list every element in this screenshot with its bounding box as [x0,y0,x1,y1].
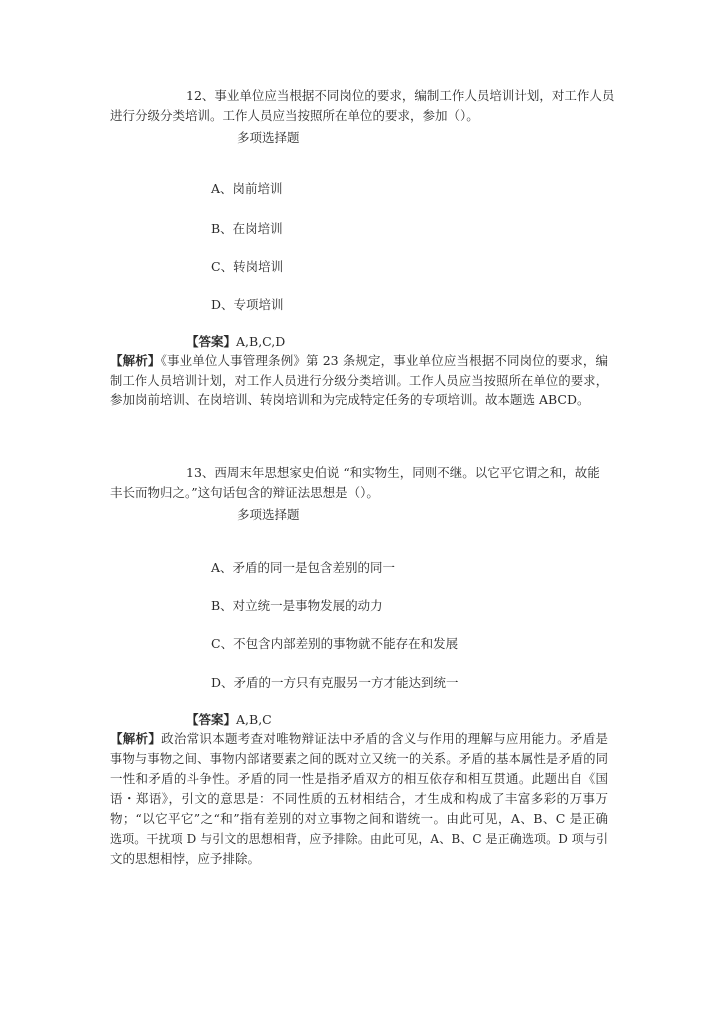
question-stem-line: 12、事业单位应当根据不同岗位的要求，编制工作人员培训计划，对工作人员 [186,88,615,103]
analysis-line: 一性和矛盾的斗争性。矛盾的同一性是指矛盾双方的相互依存和相互贯通。此题出自《国 [110,771,608,786]
option-b: B、对立统一是事物发展的动力 [211,598,383,613]
question-type: 多项选择题 [237,130,300,145]
answer-line [186,712,272,728]
analysis-line: 【解析】政治常识本题考查对唯物辩证法中矛盾的含义与作用的理解与应用能力。矛盾是 [110,731,608,746]
analysis-line: 物；“以它平它”之“和”指有差别的对立事物之间和谐统一。由此可见，A、B、C 是正确 [110,811,608,826]
answer-line [186,334,285,350]
option-c: C、转岗培训 [211,259,284,274]
option-c: C、不包含内部差别的事物就不能存在和发展 [211,636,459,651]
analysis-line: 文的思想相悖，应予排除。 [110,851,261,866]
option-a: A、岗前培训 [211,181,283,196]
analysis-line: 制工作人员培训计划，对工作人员进行分级分类培训。工作人员应当按照所在单位的要求， [110,374,608,388]
option-d: D、专项培训 [211,297,284,312]
analysis-line: 【解析】《事业单位人事管理条例》第 23 条规定，事业单位应当根据不同岗位的要求，编 [110,353,608,368]
analysis-label: 【解析】 [110,731,162,746]
analysis-line: 参加岗前培训、在岗培训、转岗培训和为完成特定任务的专项培训。故本题选 ABCD。 [110,392,590,407]
option-d: D、矛盾的一方只有克服另一方才能达到统一 [211,675,459,690]
option-a: A、矛盾的同一是包含差别的同一 [211,560,396,575]
analysis-line: 语・郑语》，引文的意思是：不同性质的五材相结合，才生成和构成了丰富多彩的万事万 [110,791,608,806]
option-b: B、在岗培训 [211,221,283,236]
answer-label: 【答案】 [186,712,237,727]
answer-value: A,B,C [236,712,272,727]
analysis-line: 选项。干扰项 D 与引文的思想相背，应予排除。由此可见，A、B、C 是正确选项。D 项与引 [110,832,608,846]
question-stem-line: 进行分级分类培训。工作人员应当按照所在单位的要求，参加（）。 [110,108,479,123]
analysis-label: 【解析】 [110,353,161,368]
analysis-line: 事物与事物之间、事物内部诸要素之间的既对立又统一的关系。矛盾的基本属性是矛盾的同 [110,752,608,766]
answer-value: A,B,C,D [236,334,286,349]
question-stem-line: 13、西周末年思想家史伯说 “和实物生，同则不继。以它平它谓之和，故能 [186,465,600,480]
answer-label: 【答案】 [186,334,237,349]
question-type: 多项选择题 [237,507,300,522]
question-stem-line: 丰长而物归之。”这句话包含的辩证法思想是（）。 [110,485,379,500]
